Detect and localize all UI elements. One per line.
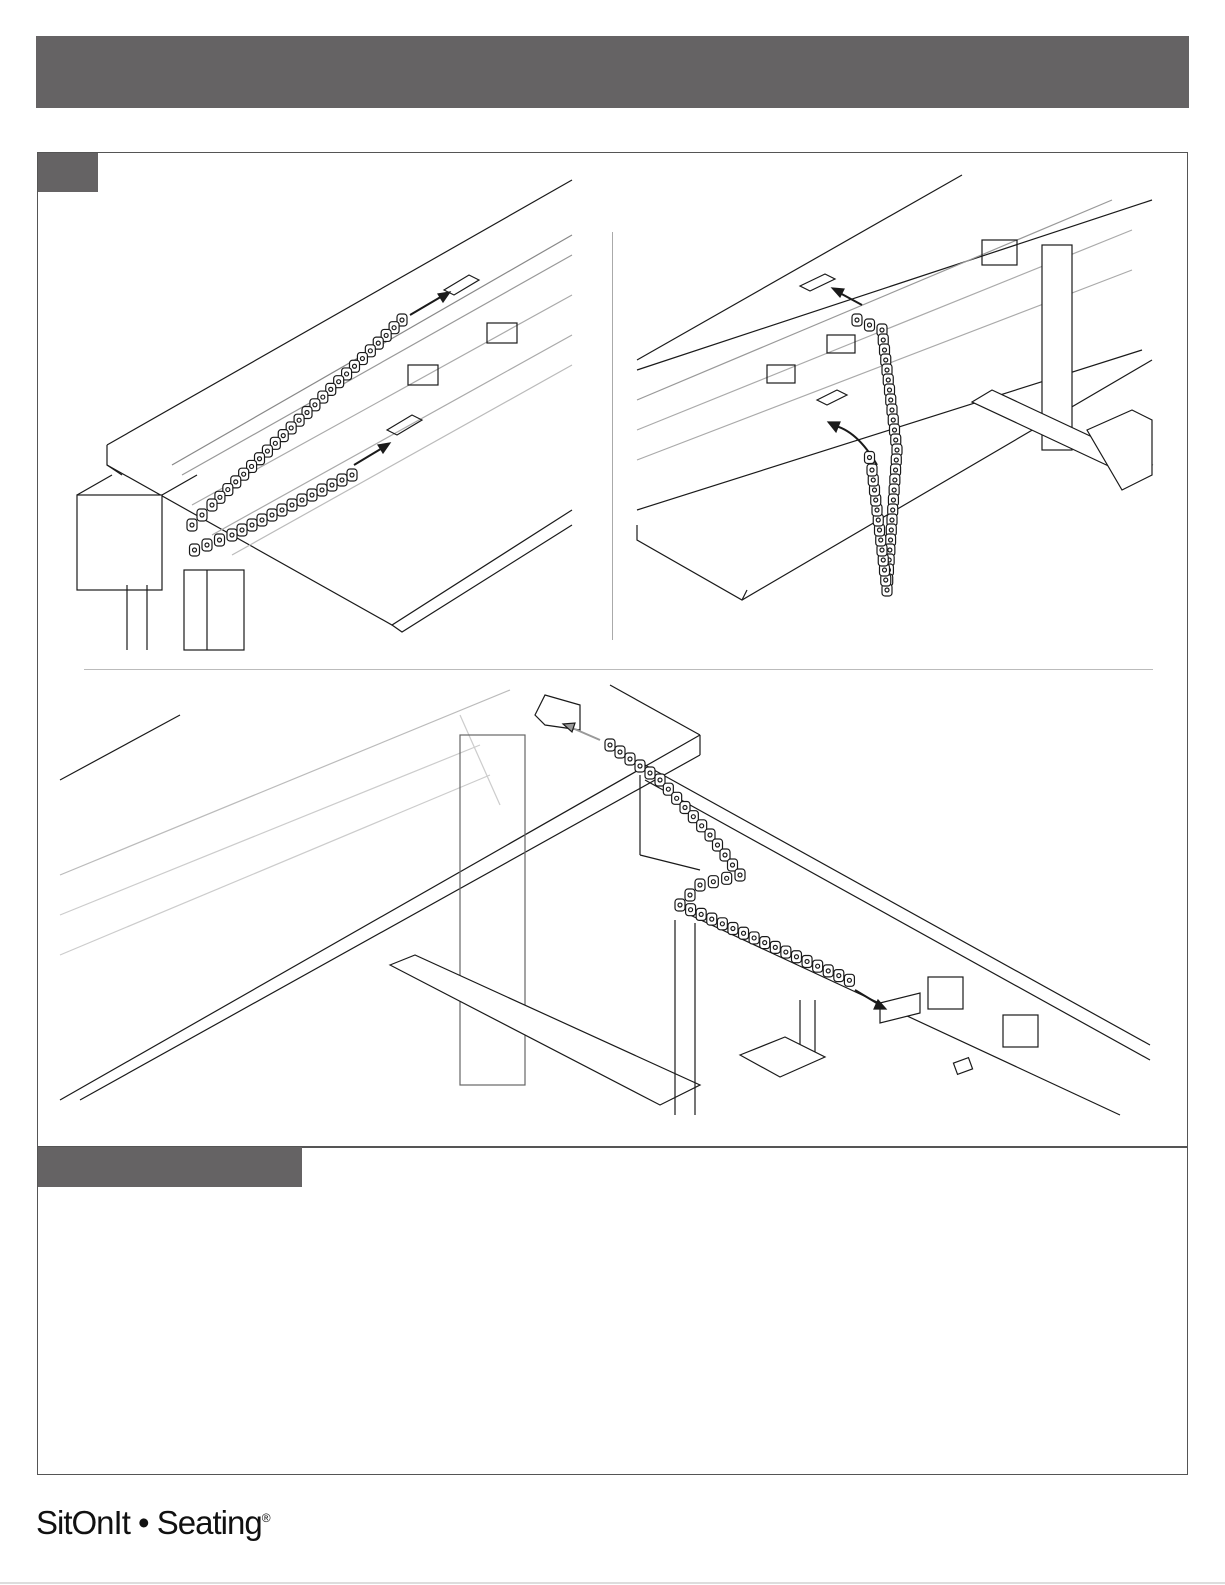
- vertical-divider: [612, 232, 613, 640]
- chain-link-pin: [230, 533, 234, 537]
- chain-link-pin: [638, 764, 642, 768]
- chain-link-pin: [289, 426, 293, 430]
- brand-logo: [36, 1504, 270, 1544]
- chain-link-pin: [242, 472, 246, 476]
- chain-link-pin: [716, 843, 720, 847]
- chain-link-pin: [888, 548, 892, 552]
- chain-link-pin: [608, 743, 612, 747]
- chain-link-pin: [360, 357, 364, 361]
- chain-link-pin: [884, 578, 888, 582]
- chain-link-pin: [893, 478, 897, 482]
- chain-link-pin: [368, 349, 372, 353]
- chain-link-pin: [894, 458, 898, 462]
- notes-header-tab: [38, 1147, 302, 1187]
- chain-link-pin: [816, 964, 820, 968]
- chain-link-pin: [376, 341, 380, 345]
- chain-link-pin: [258, 457, 262, 461]
- chain-link-pin: [720, 922, 724, 926]
- illustration-cable-chain-left-desk: [72, 175, 582, 650]
- chain-link-pin: [879, 538, 883, 542]
- chain-link-pin: [210, 503, 214, 507]
- chain-link-pin: [337, 380, 341, 384]
- chain-link-pin: [218, 538, 222, 542]
- chain-link-pin: [886, 378, 890, 382]
- chain-link-pin: [868, 456, 872, 460]
- illustration-cable-chain-corner-desk: [60, 685, 1160, 1115]
- chain-link-pin: [689, 908, 693, 912]
- chain-link-pin: [193, 548, 197, 552]
- chain-link-pin: [675, 796, 679, 800]
- chain-link-pin: [731, 927, 735, 931]
- chain-link-pin: [876, 518, 880, 522]
- chain-link-pin: [885, 588, 889, 592]
- chain-link-pin: [763, 941, 767, 945]
- chain-link-pin: [752, 936, 756, 940]
- chain-link-pin: [260, 518, 264, 522]
- chain-link-pin: [618, 750, 622, 754]
- chain-link-pin: [313, 403, 317, 407]
- chain-link-pin: [710, 917, 714, 921]
- chain-link-pin: [881, 558, 885, 562]
- chain-link-pin: [698, 883, 702, 887]
- chain-link-pin: [290, 503, 294, 507]
- chain-link-pin: [805, 959, 809, 963]
- chain-link-pin: [628, 757, 632, 761]
- chain-link-pin: [875, 508, 879, 512]
- chain-link-pin: [300, 498, 304, 502]
- chain-link-pin: [205, 543, 209, 547]
- chain-link-pin: [794, 955, 798, 959]
- chain-link-pin: [873, 488, 877, 492]
- chain-link-pin: [880, 548, 884, 552]
- chain-link-pin: [240, 528, 244, 532]
- chain-link-pin: [742, 931, 746, 935]
- chain-link-pin: [894, 468, 898, 472]
- chain-link-pin: [889, 398, 893, 402]
- chain-link-pin: [891, 508, 895, 512]
- chain-link-pin: [826, 969, 830, 973]
- brand-separator: •: [138, 1504, 149, 1541]
- chain-link-pin: [250, 464, 254, 468]
- registered-mark: ®: [261, 1511, 270, 1525]
- header-bar: [36, 36, 1189, 108]
- illustration-cable-chain-right-desk: [632, 170, 1152, 630]
- chain-link-pin: [868, 323, 872, 327]
- chain-link-pin: [270, 513, 274, 517]
- chain-link-pin: [340, 478, 344, 482]
- chain-link-pin: [320, 488, 324, 492]
- chain-link-pin: [874, 498, 878, 502]
- chain-link-pin: [890, 518, 894, 522]
- chain-link-pin: [280, 508, 284, 512]
- chain-link-pin: [700, 824, 704, 828]
- chain-link-pin: [731, 863, 735, 867]
- bottom-rule: [0, 1582, 1225, 1584]
- chain-link-pin: [784, 950, 788, 954]
- chain-link-pin: [200, 513, 204, 517]
- chain-link-pin: [250, 523, 254, 527]
- chain-link-pin: [894, 438, 898, 442]
- horizontal-divider: [84, 669, 1153, 670]
- chain-link-pin: [297, 418, 301, 422]
- chain-link-pin: [400, 318, 404, 322]
- chain-link-pin: [738, 873, 742, 877]
- chain-link-pin: [871, 478, 875, 482]
- chain-link-pin: [773, 945, 777, 949]
- chain-link-pin: [234, 480, 238, 484]
- chain-link-pin: [648, 771, 652, 775]
- chain-link-pin: [870, 468, 874, 472]
- chain-link-pin: [889, 528, 893, 532]
- chain-link-pin: [305, 411, 309, 415]
- chain-link-pin: [881, 338, 885, 342]
- chain-link-pin: [880, 328, 884, 332]
- chain-link-pin: [683, 806, 687, 810]
- chain-link-pin: [691, 815, 695, 819]
- chain-link-pin: [855, 318, 859, 322]
- brand-suffix: Seating: [156, 1504, 262, 1541]
- chain-link-pin: [321, 395, 325, 399]
- chain-link-pin: [329, 387, 333, 391]
- chain-link-pin: [310, 493, 314, 497]
- chain-link-pin: [384, 333, 388, 337]
- chain-link-pin: [883, 348, 887, 352]
- chain-link-pin: [392, 326, 396, 330]
- chain-link-pin: [330, 483, 334, 487]
- chain-link-pin: [884, 358, 888, 362]
- chain-link-pin: [893, 428, 897, 432]
- chain-link-pin: [658, 778, 662, 782]
- chain-link-pin: [190, 523, 194, 527]
- chain-link-pin: [345, 372, 349, 376]
- chain-link-pin: [883, 568, 887, 572]
- chain-link-pin: [889, 538, 893, 542]
- chain-link-pin: [878, 528, 882, 532]
- chain-link-pin: [218, 495, 222, 499]
- chain-link-pin: [895, 448, 899, 452]
- chain-link-pin: [892, 488, 896, 492]
- chain-link-pin: [265, 449, 269, 453]
- chain-link-pin: [708, 833, 712, 837]
- chain-link-pin: [688, 893, 692, 897]
- chain-link-pin: [350, 473, 354, 477]
- chain-link-pin: [226, 488, 230, 492]
- chain-link-pin: [837, 974, 841, 978]
- chain-link-pin: [666, 787, 670, 791]
- chain-link-pin: [353, 364, 357, 368]
- chain-link-pin: [678, 903, 682, 907]
- chain-link-pin: [281, 434, 285, 438]
- chain-link-pin: [711, 880, 715, 884]
- brand-name: SitOnIt: [36, 1504, 130, 1541]
- chain-link-pin: [885, 368, 889, 372]
- chain-link-pin: [273, 441, 277, 445]
- chain-link-pin: [891, 498, 895, 502]
- chain-link-pin: [699, 912, 703, 916]
- chain-link-pin: [847, 978, 851, 982]
- chain-link-pin: [723, 853, 727, 857]
- chain-link-pin: [890, 408, 894, 412]
- notes-area: [38, 1188, 1187, 1473]
- chain-link-pin: [888, 388, 892, 392]
- chain-link-pin: [725, 876, 729, 880]
- chain-link-pin: [891, 418, 895, 422]
